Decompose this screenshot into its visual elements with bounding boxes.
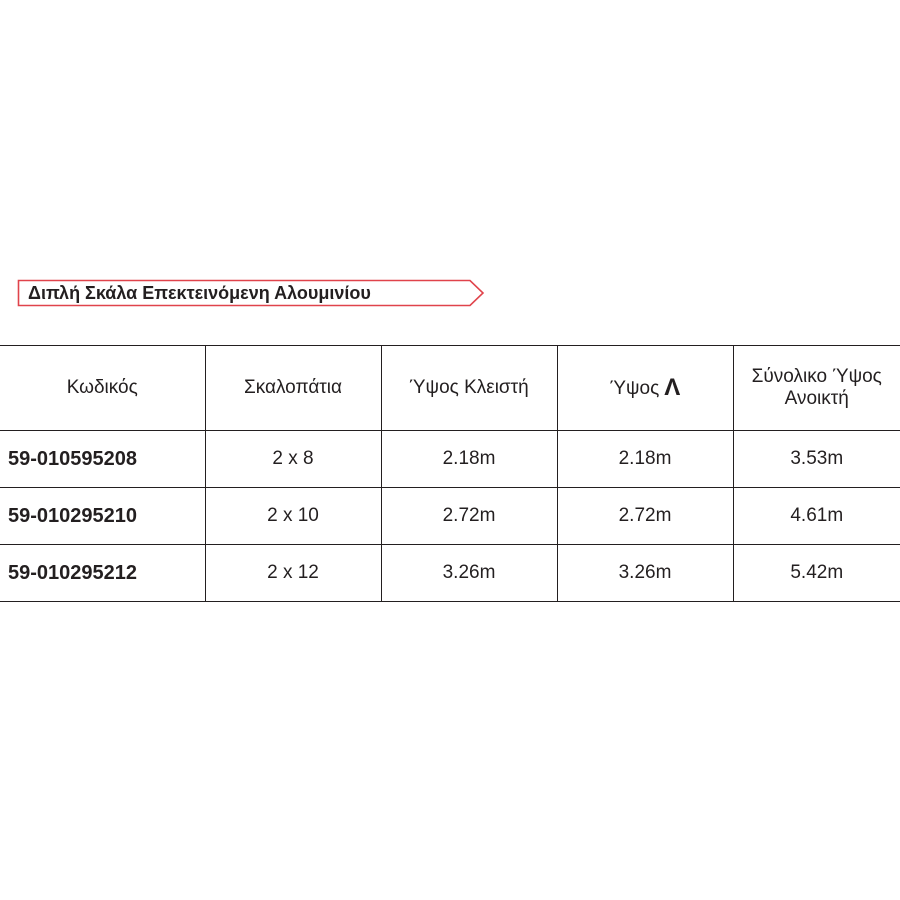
header-steps-label: Σκαλοπάτια bbox=[243, 377, 343, 398]
cell-lambda-height: 3.26m bbox=[557, 545, 733, 602]
cell-total-height: 3.53m bbox=[733, 431, 900, 488]
header-total-height-line2: Ανοικτή bbox=[784, 388, 849, 409]
header-lambda-height-label: Ύψος bbox=[609, 377, 660, 399]
cell-code: 59-010295210 bbox=[0, 488, 205, 545]
header-closed-height-label: Ύψος Κλειστή bbox=[409, 377, 529, 398]
cell-code: 59-010295212 bbox=[0, 545, 205, 602]
title-banner bbox=[17, 279, 485, 307]
header-closed-height bbox=[381, 346, 557, 431]
table-row bbox=[0, 488, 900, 545]
header-total-height-line1: Σύνολικο Ύψος bbox=[751, 366, 882, 387]
cell-lambda-height: 2.72m bbox=[557, 488, 733, 545]
cell-closed-height: 2.72m bbox=[381, 488, 557, 545]
cell-total-height: 5.42m bbox=[733, 545, 900, 602]
table-header-row bbox=[0, 346, 900, 431]
cell-closed-height: 3.26m bbox=[381, 545, 557, 602]
cell-steps: 2 x 8 bbox=[205, 431, 381, 488]
header-code-label: Κωδικός bbox=[66, 377, 138, 398]
cell-total-height: 4.61m bbox=[733, 488, 900, 545]
cell-closed-height: 2.18m bbox=[381, 431, 557, 488]
header-lambda-height bbox=[557, 346, 733, 431]
table-row bbox=[0, 545, 900, 602]
header-code bbox=[0, 346, 205, 431]
table-row bbox=[0, 431, 900, 488]
spec-table bbox=[0, 345, 900, 602]
page-title: Διπλή Σκάλα Επεκτεινόμενη Αλουμινίου bbox=[28, 283, 371, 303]
header-total-height bbox=[733, 346, 900, 431]
cell-lambda-height: 2.18m bbox=[557, 431, 733, 488]
cell-steps: 2 x 10 bbox=[205, 488, 381, 545]
cell-code: 59-010595208 bbox=[0, 431, 205, 488]
cell-steps: 2 x 12 bbox=[205, 545, 381, 602]
lambda-mark: Λ bbox=[664, 373, 681, 401]
header-steps bbox=[205, 346, 381, 431]
